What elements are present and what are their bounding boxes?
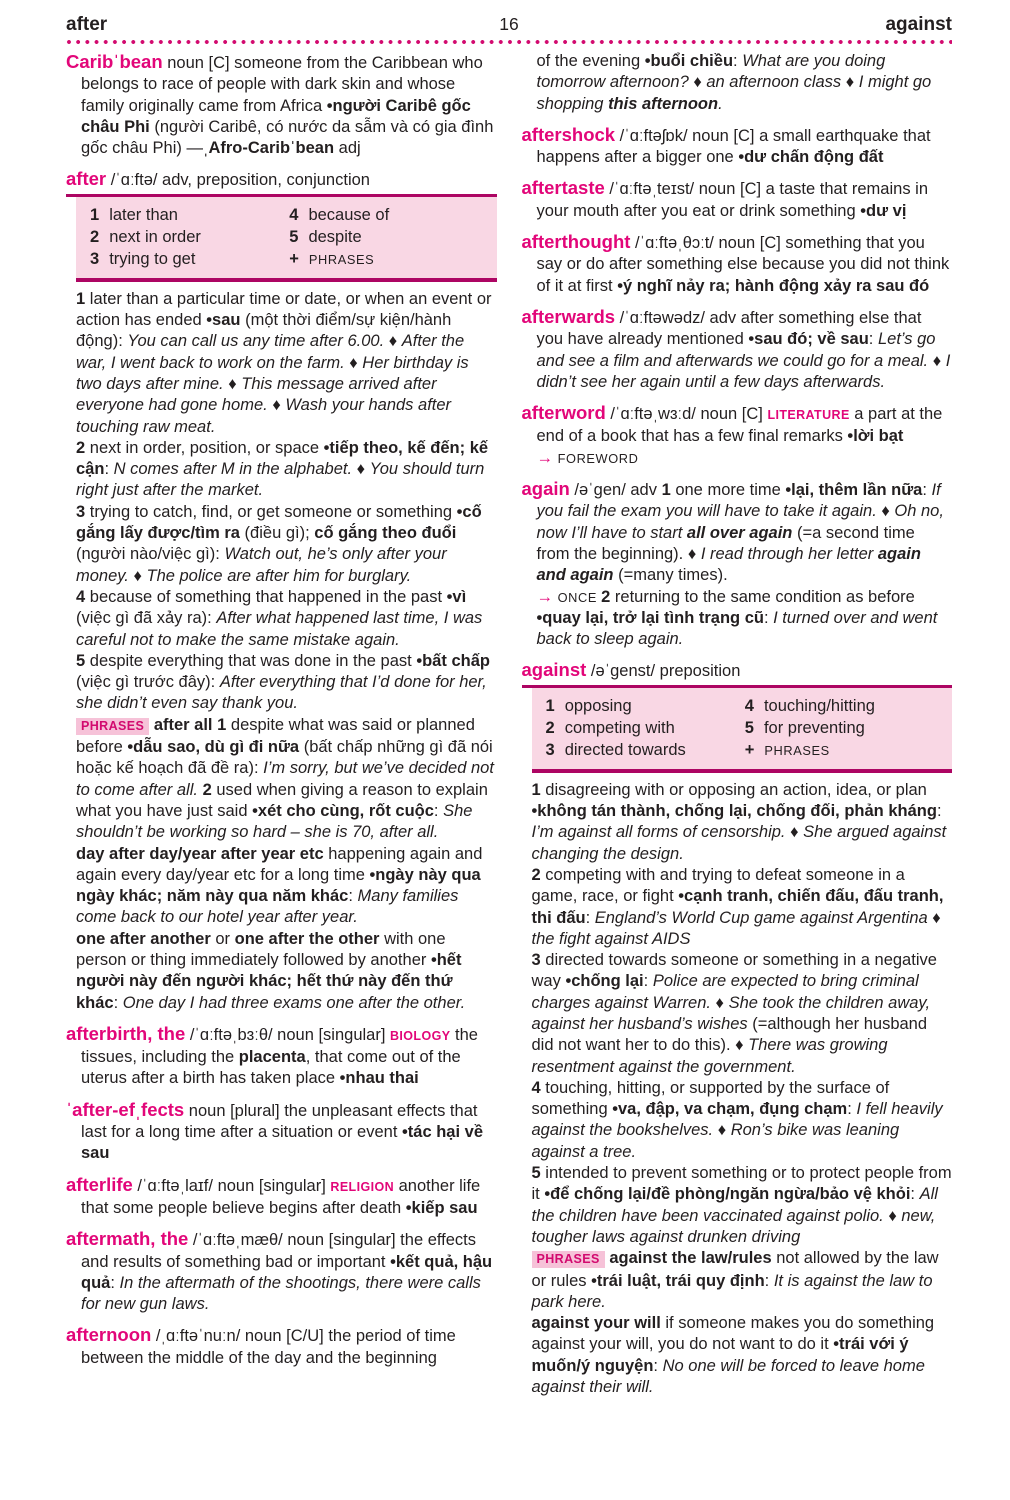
definition-text: noun [singular] the effects and results of something bad or important xyxy=(81,1231,477,1271)
sense-paragraph xyxy=(522,1248,953,1313)
vietnamese-translation: •xét cho cùng, rốt cuộc xyxy=(252,801,434,820)
example-text: Many families come back to our hotel year after year. xyxy=(76,887,459,927)
definition-text: one more time xyxy=(670,481,786,500)
definition-text: : xyxy=(847,1100,857,1119)
definition-text: intended to prevent something or to protect people from it xyxy=(531,1164,952,1204)
headword: after xyxy=(66,168,107,190)
pronunciation: /ˈɑːftəˌbɜːθ/ xyxy=(185,1025,278,1044)
example-text: Oh no, now I’ll have to start xyxy=(536,502,944,542)
definition-text: ♦ xyxy=(384,332,402,351)
bold-text: ˌAfro-Caribˈbean xyxy=(202,139,335,158)
vietnamese-translation: •quay lại, trở lại tình trạng cũ xyxy=(536,608,764,627)
bold-text: after all xyxy=(153,715,213,734)
bold-text: against the law/rules xyxy=(609,1249,772,1268)
sense-number: 1 xyxy=(531,780,541,799)
definition-text: : xyxy=(733,52,743,70)
definition-text: adv, preposition, conjunction xyxy=(162,171,370,190)
example-text: I read through her letter xyxy=(700,544,878,563)
example-text: It is against the law to park here. xyxy=(531,1271,933,1311)
example-text: The police are after him for burglary. xyxy=(146,566,412,585)
example-text: . xyxy=(718,94,723,113)
sense-number: 4 xyxy=(744,696,754,715)
headword: Caribˈbean xyxy=(66,51,163,72)
sense-number: 5 xyxy=(289,227,299,246)
sense-summary-item xyxy=(546,739,745,761)
example-text: You should turn right just after the market. xyxy=(76,460,485,500)
bold-example-text: this afternoon xyxy=(608,94,719,113)
senses-box-column xyxy=(90,204,289,271)
sense-summary-item xyxy=(745,695,944,717)
sense-label: touching/hitting xyxy=(763,696,875,715)
definition-text: noun [singular] xyxy=(217,1176,331,1195)
vietnamese-translation: •sau đó; về sau xyxy=(748,330,869,349)
sense-number: 3 xyxy=(545,740,555,759)
page-number: 16 xyxy=(499,14,519,34)
sense-paragraph xyxy=(522,950,953,1078)
sense-number: 5 xyxy=(744,718,754,737)
definition-text: : xyxy=(910,1185,920,1204)
definition-text: later than a particular time or date, or when an event or action has ended xyxy=(76,289,492,330)
headword: afterbirth, the xyxy=(66,1022,186,1044)
headword: aftermath, the xyxy=(66,1228,189,1250)
bold-example-text: again and again xyxy=(536,544,921,585)
sense-number: 3 xyxy=(76,502,86,521)
guide-word-right: against xyxy=(885,14,952,35)
vietnamese-translation: •sau xyxy=(206,311,241,330)
definition-text: (=a second time from the beginning). ♦ xyxy=(536,523,915,563)
definition-text: a part at the end of a book that has a few final remarks xyxy=(536,405,943,446)
definition-text: (việc gì trước đây): xyxy=(76,673,220,692)
sense-number: 3 xyxy=(90,249,100,268)
headword: afterword xyxy=(521,402,606,424)
example-text: In the aftermath of the shootings, there were calls for new gun laws. xyxy=(81,1273,481,1314)
pronunciation: /ˈɑːftəʃɒk/ xyxy=(615,126,693,145)
pronunciation: /ˌɑːftəˈnuːn/ xyxy=(151,1327,245,1346)
example-text: There was growing resentment against the government. xyxy=(531,1036,888,1076)
definition-text: : xyxy=(653,1356,663,1375)
definition-text: ♦ xyxy=(928,351,946,370)
left-column xyxy=(66,51,497,1398)
pronunciation: /ˈɑːftəˌlaɪf/ xyxy=(132,1176,218,1195)
definition-text: touching, hitting, or supported by the surface of something xyxy=(531,1078,890,1119)
sense-summary-item xyxy=(289,204,488,226)
sense-label: because of xyxy=(308,205,390,224)
bold-text: placenta xyxy=(238,1048,306,1067)
example-text: I’m against all forms of censorship. xyxy=(531,823,786,842)
pronunciation: /ˈɑːftəˌθɔːt/ xyxy=(630,234,719,253)
vietnamese-translation: •ý nghĩ nảy ra; hành động xảy ra sau đó xyxy=(617,276,930,295)
definition-text: another life that some people believe begins after death xyxy=(81,1176,481,1217)
cross-reference-arrow-icon: → xyxy=(536,448,558,467)
definition-text: noun [C] something that you say or do after something else because you did not think of it at first xyxy=(536,234,950,295)
sense-number: 4 xyxy=(289,205,299,224)
vietnamese-translation: •cố gắng lấy được/tìm ra xyxy=(76,502,482,543)
definition-text: : xyxy=(763,608,774,627)
against-senses-box xyxy=(532,688,953,773)
example-text: She shouldn’t be working so hard – she is 70, after all. xyxy=(76,801,473,842)
definition-text: : xyxy=(643,972,653,991)
sense-number: + xyxy=(289,249,299,268)
entry-aftertaste xyxy=(522,177,953,222)
definition-text: despite what was said or planned before xyxy=(76,715,475,757)
subject-label: BIOLOGY xyxy=(390,1028,451,1043)
definition-text: ♦ xyxy=(128,566,147,585)
definition-text: ♦ xyxy=(710,993,729,1012)
entry-aftershock xyxy=(522,124,953,169)
example-text: Ron’s bike was leaning against a tree. xyxy=(531,1121,900,1161)
sense-number: + xyxy=(744,740,755,759)
vietnamese-translation: •để chống lại/đề phòng/ngăn ngừa/bảo vệ khỏi xyxy=(544,1185,911,1204)
sense-paragraph xyxy=(522,865,953,950)
example-text: She argued against changing the design. xyxy=(531,823,947,863)
definition-text: : xyxy=(936,802,942,821)
right-column xyxy=(522,51,953,1398)
definition-text: noun [plural] the unpleasant effects that last for a long time after a situation or event xyxy=(81,1101,478,1142)
sense-label: trying to get xyxy=(109,249,196,268)
example-text: new, tougher laws against drunken driving xyxy=(531,1206,936,1246)
sense-paragraph xyxy=(66,715,497,844)
pronunciation: /əˈgenst/ xyxy=(586,662,660,681)
definition-text: or xyxy=(210,929,235,948)
sense-number: 4 xyxy=(531,1078,541,1097)
entry-after-effects xyxy=(66,1099,497,1165)
vietnamese-translation: •bất chấp xyxy=(416,651,490,670)
definition-text: ♦ xyxy=(785,823,804,842)
definition-text: happening again and again every day/year etc for a long time xyxy=(76,844,483,884)
definition-text: ♦ xyxy=(713,1121,731,1140)
headword: afterlife xyxy=(66,1173,133,1195)
page-header xyxy=(66,14,952,36)
definition-text: : xyxy=(113,993,123,1012)
example-text: If you fail the exam you will have to take it again. xyxy=(536,481,941,521)
sense-number: 5 xyxy=(76,651,86,670)
sense-label: despite xyxy=(308,227,362,246)
sense-number: 2 xyxy=(76,438,86,457)
entry-after-header xyxy=(66,168,497,196)
definition-text: adv xyxy=(630,481,662,500)
headword: aftershock xyxy=(521,123,616,145)
definition-text: if someone makes you do something against your will, you do not want to do it xyxy=(531,1314,935,1354)
entry-afterbirth xyxy=(66,1023,497,1090)
example-text: This message arrived after everyone had gone home. xyxy=(76,374,437,415)
definition-text: trying to catch, find, or get someone or something xyxy=(85,502,457,521)
sense-summary-item xyxy=(289,226,488,248)
sense-summary-item xyxy=(289,248,488,271)
definition-text: despite everything that was done in the past xyxy=(85,651,417,670)
dotted-divider xyxy=(66,39,952,45)
sense-number: 1 xyxy=(217,715,227,734)
sense-summary-item xyxy=(745,717,944,739)
sense-label: for preventing xyxy=(763,718,865,737)
guide-word-left: after xyxy=(66,14,108,35)
headword: again xyxy=(521,478,570,500)
sense-number: 2 xyxy=(601,587,611,606)
vietnamese-translation: •kiếp sau xyxy=(405,1198,478,1217)
sense-label: next in order xyxy=(109,227,201,246)
example-text: Her birthday is two days after mine. xyxy=(76,353,469,393)
senses-box-column xyxy=(546,695,745,762)
sense-paragraph xyxy=(66,929,497,1014)
definition-text: (điều gì); xyxy=(239,524,315,543)
sense-paragraph xyxy=(66,587,497,651)
example-text: After what happened last time, I was careful not to make the same mistake again. xyxy=(76,609,483,649)
entry-aftermath xyxy=(66,1228,497,1315)
sense-summary-item xyxy=(546,717,745,739)
definition-text: : xyxy=(868,330,878,349)
example-text: I’m sorry, but we’ve decided not to come after all. xyxy=(76,759,494,799)
cross-reference-word: ONCE xyxy=(557,589,602,605)
definition-text: because of something that happened in the past xyxy=(85,587,447,606)
entry-afternoon xyxy=(66,1324,497,1369)
sense-paragraph xyxy=(66,502,497,587)
definition-text: : xyxy=(922,481,932,500)
sense-number: 1 xyxy=(76,289,86,308)
sense-number: 3 xyxy=(531,951,541,970)
example-text: England’s World Cup game against Argentina xyxy=(594,908,928,927)
definition-text: : xyxy=(104,460,114,479)
definition-text: adv after something else that you have already mentioned xyxy=(536,308,922,349)
headword: ˈafter-efˌfects xyxy=(66,1098,185,1120)
definition-text: directed towards someone or something in a negative way xyxy=(531,951,937,991)
definition-text: of the evening xyxy=(536,52,645,70)
definition-text: ♦ xyxy=(876,502,895,521)
sense-summary-item xyxy=(745,739,944,762)
definition-text: the tissues, including the xyxy=(81,1025,478,1067)
example-text: No one will be forced to leave home against their will. xyxy=(531,1356,925,1397)
entry-afterwards xyxy=(522,306,953,393)
example-text: After everything that I’d done for her, she didn’t even say thank you. xyxy=(76,673,487,713)
senses-box-column xyxy=(745,695,944,762)
definition-text: ♦ xyxy=(344,353,363,372)
after-entry-body xyxy=(66,289,497,1014)
afternoon-continuation xyxy=(522,51,953,115)
sense-summary-item xyxy=(90,248,289,270)
definition-text: next in order, position, or space xyxy=(85,438,324,457)
vietnamese-translation: •lại, thêm lần nữa xyxy=(785,481,923,500)
pronunciation: /ˈɑːftə/ xyxy=(106,171,163,190)
definition-text: disagreeing with or opposing an action, idea, or plan xyxy=(540,780,927,799)
definition-text: adj xyxy=(334,139,361,158)
sense-label: PHRASES xyxy=(764,742,830,758)
vietnamese-translation: •ngày này qua ngày khác; năm này qua năm khác xyxy=(76,865,481,906)
phrases-badge: PHRASES xyxy=(532,1251,605,1268)
sense-label: later than xyxy=(109,205,178,224)
sense-paragraph xyxy=(66,438,497,502)
sense-number: 5 xyxy=(531,1164,541,1183)
example-text: She took the children away, against her husband’s wishes xyxy=(531,993,931,1033)
definition-text: : xyxy=(110,1273,120,1292)
sense-paragraph xyxy=(522,780,953,865)
sense-paragraph xyxy=(66,844,497,929)
definition-text: : xyxy=(585,908,595,927)
bold-example-text: all over again xyxy=(686,523,793,542)
pronunciation: /ˈɑːftəˌmæθ/ xyxy=(188,1231,288,1250)
vietnamese-translation: •trái luật, trái quy định xyxy=(591,1271,765,1290)
sense-paragraph xyxy=(522,1313,953,1398)
entry-caribbean xyxy=(66,51,497,159)
example-text: the fight against AIDS xyxy=(531,929,691,948)
vietnamese-translation: •dư chấn động đất xyxy=(738,148,884,167)
sense-number: 1 xyxy=(90,205,100,224)
entry-afterthought xyxy=(522,231,953,297)
entry-afterlife xyxy=(66,1174,497,1220)
vietnamese-translation: •vì xyxy=(446,587,467,606)
subject-label: LITERATURE xyxy=(767,408,850,423)
pronunciation: /ˈɑːftəˌteɪst/ xyxy=(604,180,699,199)
example-text: Let’s go and see a film and afterwards we could go for a meal. xyxy=(536,330,936,370)
headword: afternoon xyxy=(66,1324,152,1346)
sense-paragraph xyxy=(522,1078,953,1163)
definition-text: ♦ xyxy=(927,908,941,927)
definition-text: ♦ xyxy=(688,73,707,92)
definition-text: ♦ xyxy=(883,1206,902,1225)
definition-text: (việc gì đã xảy ra): xyxy=(76,609,217,628)
example-text: I might go shopping xyxy=(536,73,932,113)
vietnamese-translation: •dẫu sao, dù gì đi nữa xyxy=(127,738,300,757)
bold-text: day after day/year after year etc xyxy=(76,844,324,863)
example-text: an afternoon class xyxy=(706,73,842,92)
definition-text: noun [C] a small earthquake that happens after a bigger one xyxy=(536,126,931,167)
sense-summary-item xyxy=(546,695,745,717)
definition-text: ♦ xyxy=(267,396,286,415)
sense-label: opposing xyxy=(564,696,632,715)
vietnamese-translation: •người Caribê gốc châu Phi xyxy=(81,96,471,136)
bold-text: one after the other xyxy=(234,929,380,948)
definition-text: (một thời điểm/sự kiện/hành động): xyxy=(76,311,452,351)
example-text: You can call us any time after 6.00. xyxy=(127,332,385,351)
definition-text: : xyxy=(764,1271,774,1290)
text-columns xyxy=(66,51,952,1398)
example-text: After the war, I went back to work on the farm. xyxy=(76,332,465,372)
example-text: Wash your hands after touching raw meat. xyxy=(76,396,452,436)
sense-summary-item xyxy=(90,204,289,226)
example-text: I fell heavily against the bookshelves. xyxy=(531,1100,943,1140)
sense-number: 2 xyxy=(531,865,541,884)
definition-text: : xyxy=(348,887,358,906)
vietnamese-translation: •tác hại về sau xyxy=(81,1123,484,1163)
definition-text: returning to the same condition as before xyxy=(610,587,915,606)
sense-number: 2 xyxy=(202,780,212,799)
headword: aftertaste xyxy=(521,177,605,199)
vietnamese-translation: •dư vị xyxy=(860,201,907,220)
example-text: N comes after M in the alphabet. xyxy=(113,460,353,479)
sense-number: 4 xyxy=(76,587,86,606)
definition-text: used when giving a reason to explain what you have just said xyxy=(76,780,488,820)
example-text: Watch out, he’s only after your money. xyxy=(76,545,447,585)
entry-again xyxy=(522,478,953,650)
against-entry-body xyxy=(522,780,953,1399)
vietnamese-translation: •kết quả, hậu quả xyxy=(81,1252,493,1292)
cross-reference-arrow-icon: → xyxy=(536,587,558,606)
sense-paragraph xyxy=(66,651,497,715)
sense-label: competing with xyxy=(564,718,675,737)
definition-text: (người Caribê, có nước da sẫm và có gia đình gốc châu Phi) — xyxy=(81,117,494,158)
subject-label: RELIGION xyxy=(330,1179,395,1194)
definition-text: : xyxy=(433,801,444,820)
entry-against-header xyxy=(522,659,953,687)
phrases-badge: PHRASES xyxy=(76,718,149,735)
sense-label: PHRASES xyxy=(308,251,375,267)
example-text: One day I had three exams one after the other. xyxy=(122,993,466,1012)
definition-text: with one person or thing immediately followed by another xyxy=(76,929,446,969)
example-text: I didn’t see her again until a few days afterwards. xyxy=(536,351,951,391)
pronunciation: /əˈgen/ xyxy=(569,481,631,500)
sense-paragraph xyxy=(522,1163,953,1248)
vietnamese-translation: •lời bạt xyxy=(847,427,904,446)
sense-number: 1 xyxy=(545,696,555,715)
definition-text: noun [C] a taste that remains in your mouth after you eat or drink something xyxy=(536,180,928,220)
definition-text: not allowed by the law or rules xyxy=(531,1249,939,1290)
vietnamese-translation: cố gắng theo đuổi xyxy=(314,524,457,543)
definition-text: (bất chấp những gì đã nói hoặc kế hoạch đã đề ra): xyxy=(76,738,493,778)
sense-number: 2 xyxy=(545,718,555,737)
pronunciation: /ˈɑːftəwədz/ xyxy=(615,308,710,327)
pronunciation: /ˈɑːftəˌwɜːd/ xyxy=(605,405,701,424)
vietnamese-translation: •không tán thành, chống lại, chống đối, phản kháng xyxy=(531,802,937,821)
definition-text: (=many times). xyxy=(613,566,728,585)
headword: against xyxy=(521,659,587,681)
headword: afterthought xyxy=(521,231,631,253)
vietnamese-translation: •trái với ý muốn/ý nguyện xyxy=(531,1335,909,1375)
definition-text: ♦ xyxy=(223,374,242,393)
vietnamese-translation: •nhau thai xyxy=(339,1069,419,1088)
vietnamese-translation: •va, đập, va chạm, đụng chạm xyxy=(612,1100,848,1119)
example-text: I turned over and went back to sleep again. xyxy=(536,608,938,649)
entry-afterword xyxy=(522,402,953,469)
vietnamese-translation: •cạnh tranh, chiến đấu, đấu tranh, thi đấu xyxy=(531,887,944,927)
vietnamese-translation: •buổi chiều xyxy=(644,52,734,70)
definition-text: noun [C] someone from the Caribbean who belongs to race of people with dark skin and whose family originally came from Africa xyxy=(81,54,483,115)
vietnamese-translation: •tiếp theo, kế đến; kế cận xyxy=(76,438,489,479)
headword: afterwards xyxy=(521,305,616,327)
example-text: All the children have been vaccinated against polio. xyxy=(531,1185,938,1225)
vietnamese-translation: •hết người này đến người khác; hết thứ này đến thứ khác xyxy=(76,950,462,1012)
definition-text: noun [C] xyxy=(700,405,768,424)
bold-text: one after another xyxy=(76,929,211,948)
definition-text: ♦ xyxy=(841,73,859,92)
cross-reference-word: FOREWORD xyxy=(557,450,639,466)
definition-text: , that come out of the uterus after a birth has taken place xyxy=(81,1048,461,1088)
senses-box-column xyxy=(289,204,488,271)
bold-text: against your will xyxy=(531,1314,661,1333)
sense-summary-item xyxy=(90,226,289,248)
definition-text: noun [C/U] the period of time between the middle of the day and the beginning xyxy=(81,1327,456,1367)
example-text: What are you doing tomorrow afternoon? xyxy=(536,52,886,92)
definition-text: (=although her husband did not want her to do this). ♦ xyxy=(531,1014,928,1055)
definition-text: competing with and trying to defeat someone in a game, race, or fight xyxy=(531,865,905,906)
sense-number: 1 xyxy=(661,481,671,500)
vietnamese-translation: •chống lại xyxy=(565,972,644,991)
definition-text: (người nào/việc gì): xyxy=(76,545,225,564)
definition-text: noun [singular] xyxy=(277,1025,390,1044)
example-text: Police are expected to bring criminal charges against Warren. xyxy=(531,972,919,1012)
definition-text: ♦ xyxy=(352,460,370,479)
sense-number: 2 xyxy=(90,227,100,246)
definition-text: preposition xyxy=(659,662,741,681)
sense-paragraph xyxy=(66,289,497,438)
sense-label: directed towards xyxy=(564,740,686,759)
after-senses-box xyxy=(76,197,497,282)
